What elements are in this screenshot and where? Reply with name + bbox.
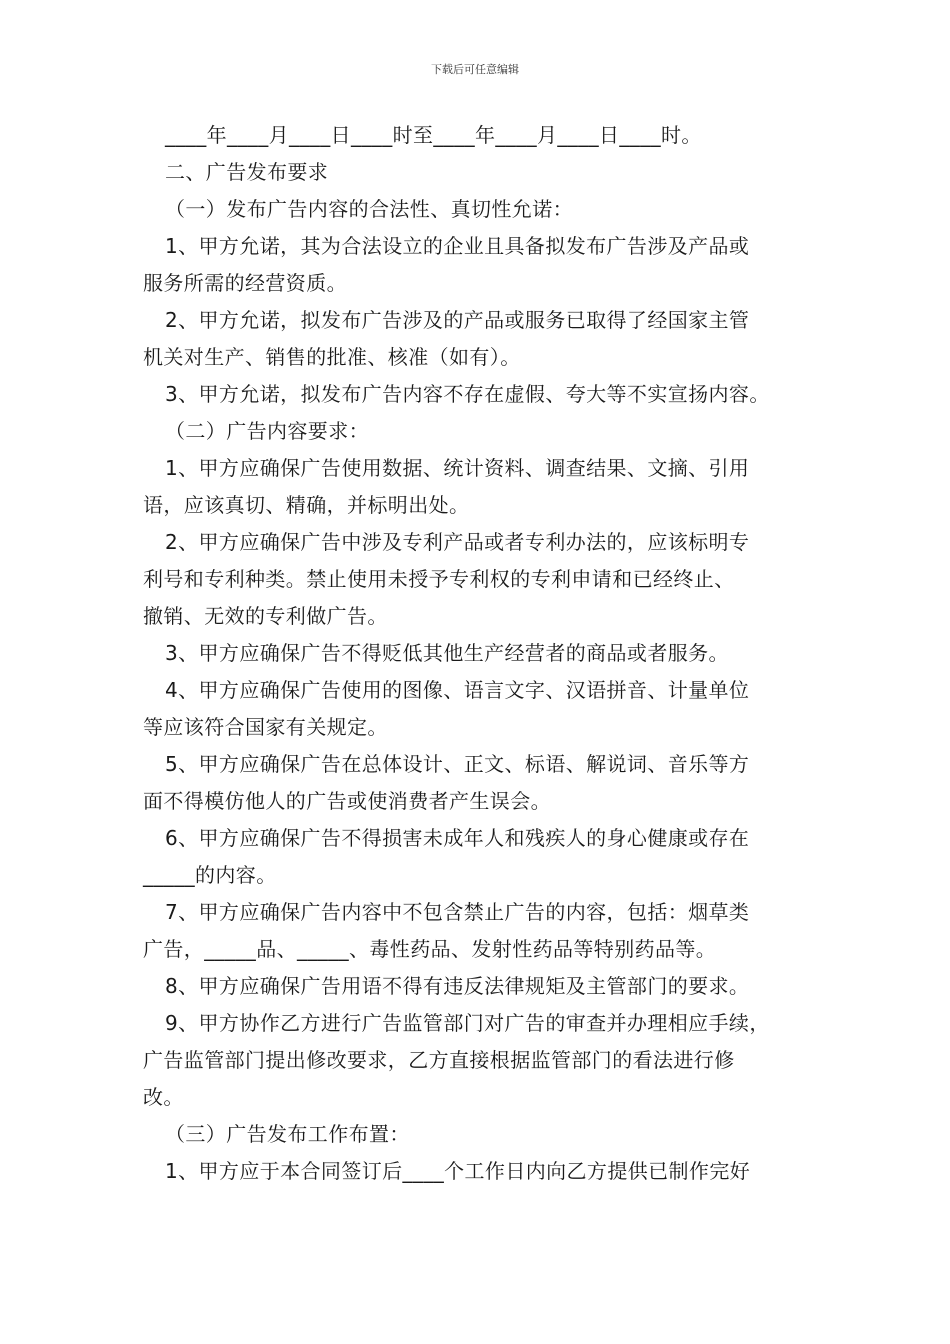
document-line: 3、甲方允诺，拟发布广告内容不存在虚假、夸大等不实宣扬内容。 bbox=[165, 382, 770, 406]
document-line: 利号和专利种类。禁止使用未授予专利权的专利申请和已经终止、 bbox=[143, 567, 735, 591]
document-line: （二）广告内容要求： bbox=[165, 419, 369, 443]
document-line: 二、广告发布要求 bbox=[165, 160, 329, 184]
document-line: 服务所需的经营资质。 bbox=[143, 271, 347, 295]
document-line: ____年____月____日____时至____年____月____日____时。 bbox=[165, 123, 702, 147]
document-line: 改。 bbox=[143, 1085, 184, 1109]
document-line: 3、甲方应确保广告不得贬低其他生产经营者的商品或者服务。 bbox=[165, 641, 729, 665]
document-line: （三）广告发布工作布置： bbox=[165, 1122, 410, 1146]
document-line: 2、甲方允诺，拟发布广告涉及的产品或服务已取得了经国家主管 bbox=[165, 308, 750, 332]
document-body bbox=[143, 117, 823, 1190]
document-line: 撤销、无效的专利做广告。 bbox=[143, 604, 388, 628]
document-line: 7、甲方应确保广告内容中不包含禁止广告的内容，包括：烟草类 bbox=[165, 900, 750, 924]
document-line: 8、甲方应确保广告用语不得有违反法律规矩及主管部门的要求。 bbox=[165, 974, 750, 998]
document-line: 广告，_____品、_____、毒性药品、发射性药品等特别药品等。 bbox=[143, 937, 717, 961]
document-line: _____的内容。 bbox=[143, 863, 277, 887]
document-line: 2、甲方应确保广告中涉及专利产品或者专利办法的，应该标明专 bbox=[165, 530, 750, 554]
document-line: 1、甲方应于本合同签订后____个工作日内向乙方提供已制作完好 bbox=[165, 1159, 751, 1183]
document-line: 1、甲方应确保广告使用数据、统计资料、调查结果、文摘、引用 bbox=[165, 456, 750, 480]
document-line: 面不得模仿他人的广告或使消费者产生误会。 bbox=[143, 789, 551, 813]
document-line: 机关对生产、销售的批准、核准（如有）。 bbox=[143, 345, 521, 369]
document-line: 4、甲方应确保广告使用的图像、语言文字、汉语拼音、计量单位 bbox=[165, 678, 750, 702]
document-line: 等应该符合国家有关规定。 bbox=[143, 715, 388, 739]
document-line: 9、甲方协作乙方进行广告监管部门对广告的审查并办理相应手续， bbox=[165, 1011, 770, 1035]
document-line: 5、甲方应确保广告在总体设计、正文、标语、解说词、音乐等方 bbox=[165, 752, 750, 776]
document-line: 广告监管部门提出修改要求，乙方直接根据监管部门的看法进行修 bbox=[143, 1048, 735, 1072]
document-line: 6、甲方应确保广告不得损害未成年人和残疾人的身心健康或存在 bbox=[165, 826, 750, 850]
document-line: 语，应该真切、精确，并标明出处。 bbox=[143, 493, 470, 517]
document-line: （一）发布广告内容的合法性、真切性允诺： bbox=[165, 197, 573, 221]
document-line: 1、甲方允诺，其为合法设立的企业且具备拟发布广告涉及产品或 bbox=[165, 234, 750, 258]
page-header-note: 下载后可任意编辑 bbox=[431, 63, 519, 76]
